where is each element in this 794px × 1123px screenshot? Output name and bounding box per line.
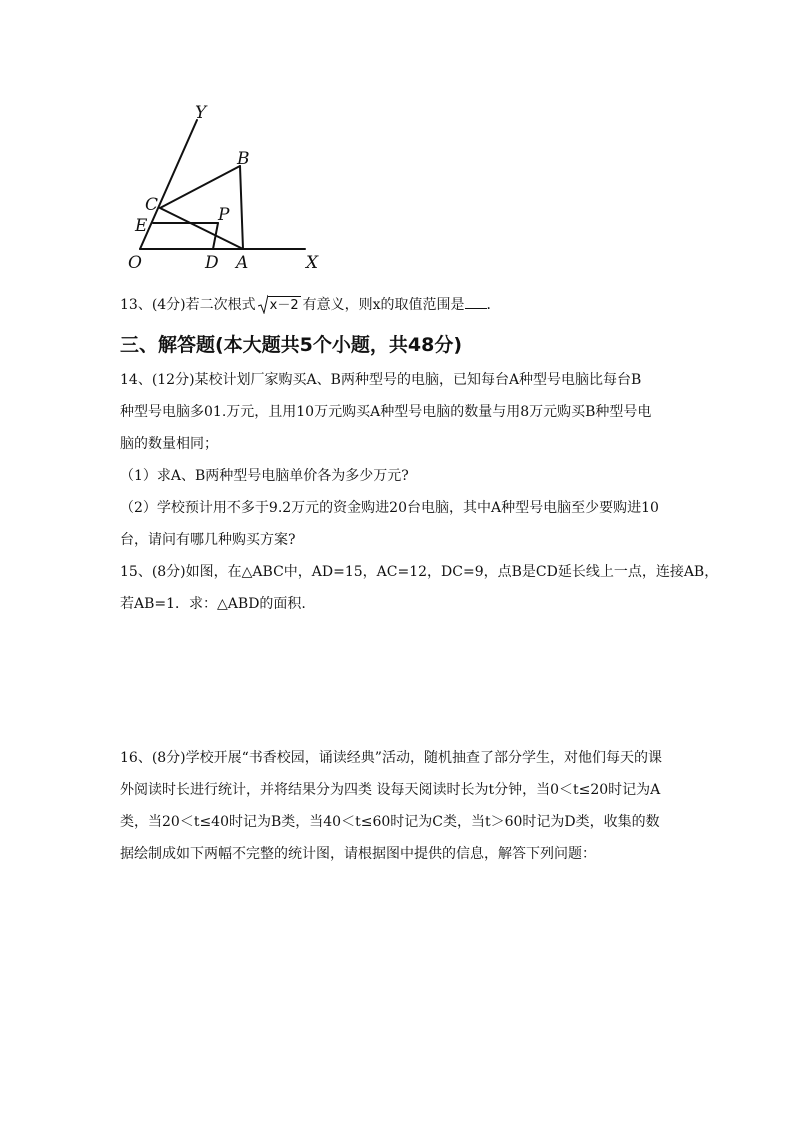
label-y: Y xyxy=(195,103,207,123)
ray-oy xyxy=(140,120,197,249)
radicand: x－2 xyxy=(269,298,299,313)
square-root-expression xyxy=(258,296,301,315)
label-d: D xyxy=(205,253,219,273)
label-a: A xyxy=(236,253,249,273)
question-14-line: 14、(12分)某校计划厂家购买A、B两种型号的电脑，已知每台A种型号电脑比每台B xyxy=(120,372,642,388)
question-14-line: 种型号电脑多01.万元，且用10万元购买A种型号电脑的数量与用8万元购买B种型号电 xyxy=(120,404,652,420)
question-15 xyxy=(120,556,719,620)
question-16-line: 类，当20＜t≤40时记为B类，当40＜t≤60时记为C类，当t＞60时记为D类，收集的数 xyxy=(120,814,660,830)
question-16-line: 外阅读时长进行统计，并将结果分为四类 设每天阅读时长为t分钟，当0＜t≤20时记为A xyxy=(120,782,661,798)
question-14 xyxy=(120,364,680,556)
label-b: B xyxy=(237,149,250,169)
question-16-line: 据绘制成如下两幅不完整的统计图，请根据图中提供的信息，解答下列问题： xyxy=(120,846,596,862)
radical-sign-icon xyxy=(258,294,268,314)
question-16-line: 16、(8分)学校开展“书香校园，诵读经典”活动，随机抽查了部分学生，对他们每天的课 xyxy=(120,750,662,766)
label-x: X xyxy=(306,253,319,273)
question-15-line: 15、(8分)如图，在△ABC中，AD=15，AC=12，DC=9，点B是CD延长线上一点，连接AB， xyxy=(120,564,719,580)
segment-ba xyxy=(240,166,243,249)
question-14-part-1: （1）求A、B两种型号电脑单价各为多少万元? xyxy=(120,468,409,484)
question-15-line: 若AB=1．求：△ABD的面积. xyxy=(120,596,306,612)
question-13-text-before: 13、(4分)若二次根式 xyxy=(120,297,256,313)
question-14-line: 台，请问有哪几种购买方案? xyxy=(120,532,296,548)
question-14-line: 脑的数量相同； xyxy=(120,436,218,452)
label-c: C xyxy=(145,195,159,215)
label-p: P xyxy=(218,205,230,225)
label-e: E xyxy=(135,216,148,236)
question-13 xyxy=(120,296,501,315)
label-o: O xyxy=(128,253,142,273)
answer-blank xyxy=(465,296,487,309)
section-title: 三、解答题(本大题共5个小题，共48分) xyxy=(120,334,463,356)
geometry-figure xyxy=(125,100,335,275)
question-13-text-after: 有意义，则x的取值范围是 xyxy=(302,297,465,313)
segment-ca xyxy=(160,208,243,249)
question-16 xyxy=(120,742,680,870)
question-13-end: ． xyxy=(486,297,501,313)
segment-cb xyxy=(160,166,240,208)
geometry-diagram xyxy=(125,100,335,275)
question-14-part-2: （2）学校预计用不多于9.2万元的资金购进20台电脑，其中A种型号电脑至少要购进10 xyxy=(120,500,659,516)
